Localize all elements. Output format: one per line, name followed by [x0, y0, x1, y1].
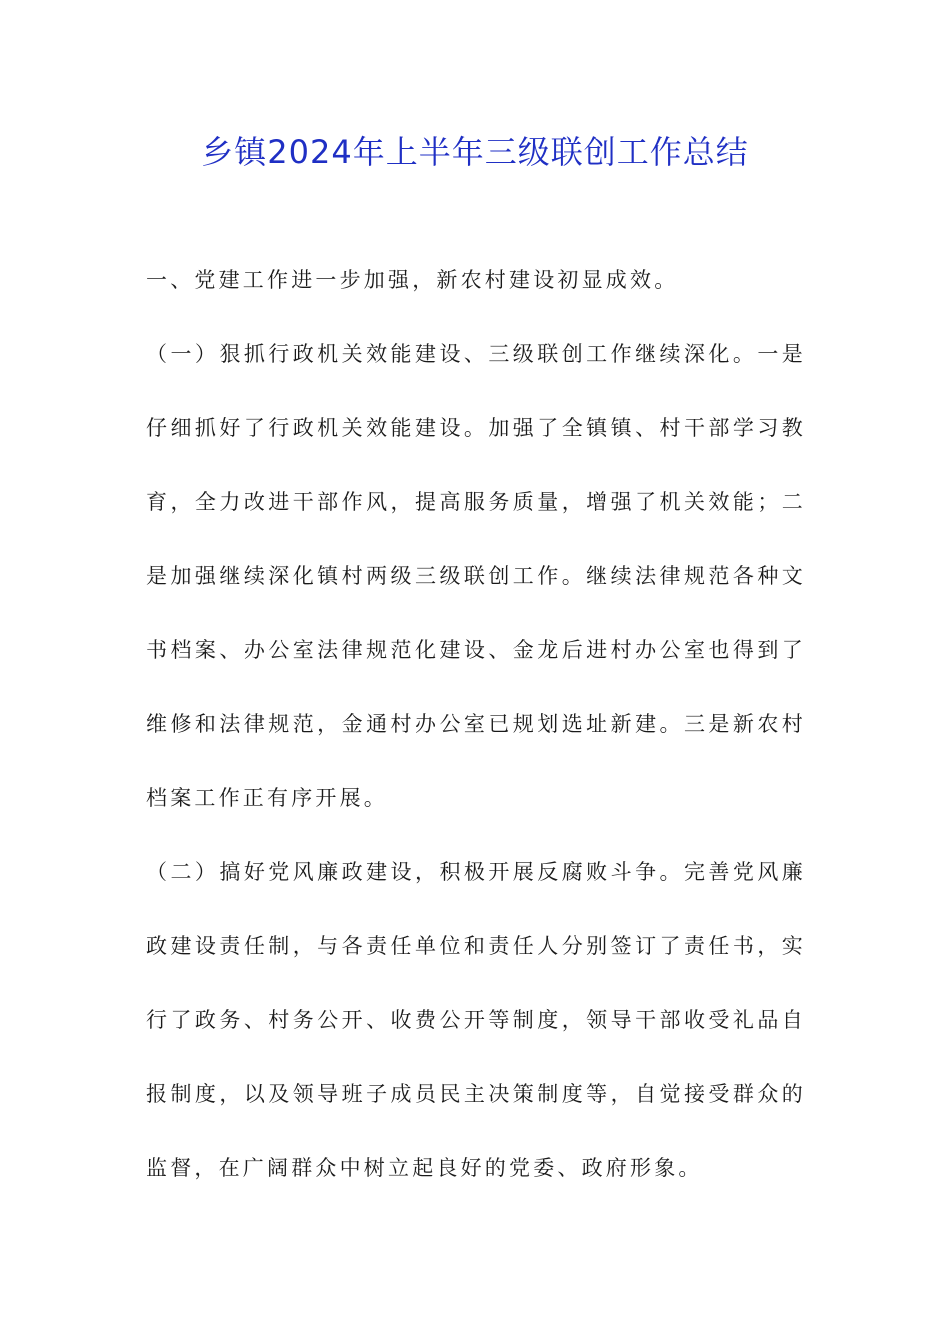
paragraph-section-heading: 一、党建工作进一步加强，新农村建设初显成效。 [146, 268, 679, 292]
paragraph-subsection-2: （二）搞好党风廉政建设，积极开展反腐败斗争。完善党风廉政建设责任制，与各责任单位和责任人分别签订了责任书，实行了政务、村务公开、收费公开等制度，领导干部收受礼品自报制度，以及领导班子成员民主决策制度等，自觉接受群众的监督，在广阔群众中树立起良好的党委、政府形象。 [146, 860, 806, 1180]
document-body [146, 243, 806, 1205]
paragraph-subsection-1: （一）狠抓行政机关效能建设、三级联创工作继续深化。一是仔细抓好了行政机关效能建设。加强了全镇镇、村干部学习教育，全力改进干部作风，提高服务质量，增强了机关效能；二是加强继续深化镇村两级三级联创工作。继续法律规范各种文书档案、办公室法律规范化建设、金龙后进村办公室也得到了维修和法律规范，金通村办公室已规划选址新建。三是新农村档案工作正有序开展。 [146, 342, 806, 810]
document-title: 乡镇2024年上半年三级联创工作总结 [201, 133, 749, 171]
